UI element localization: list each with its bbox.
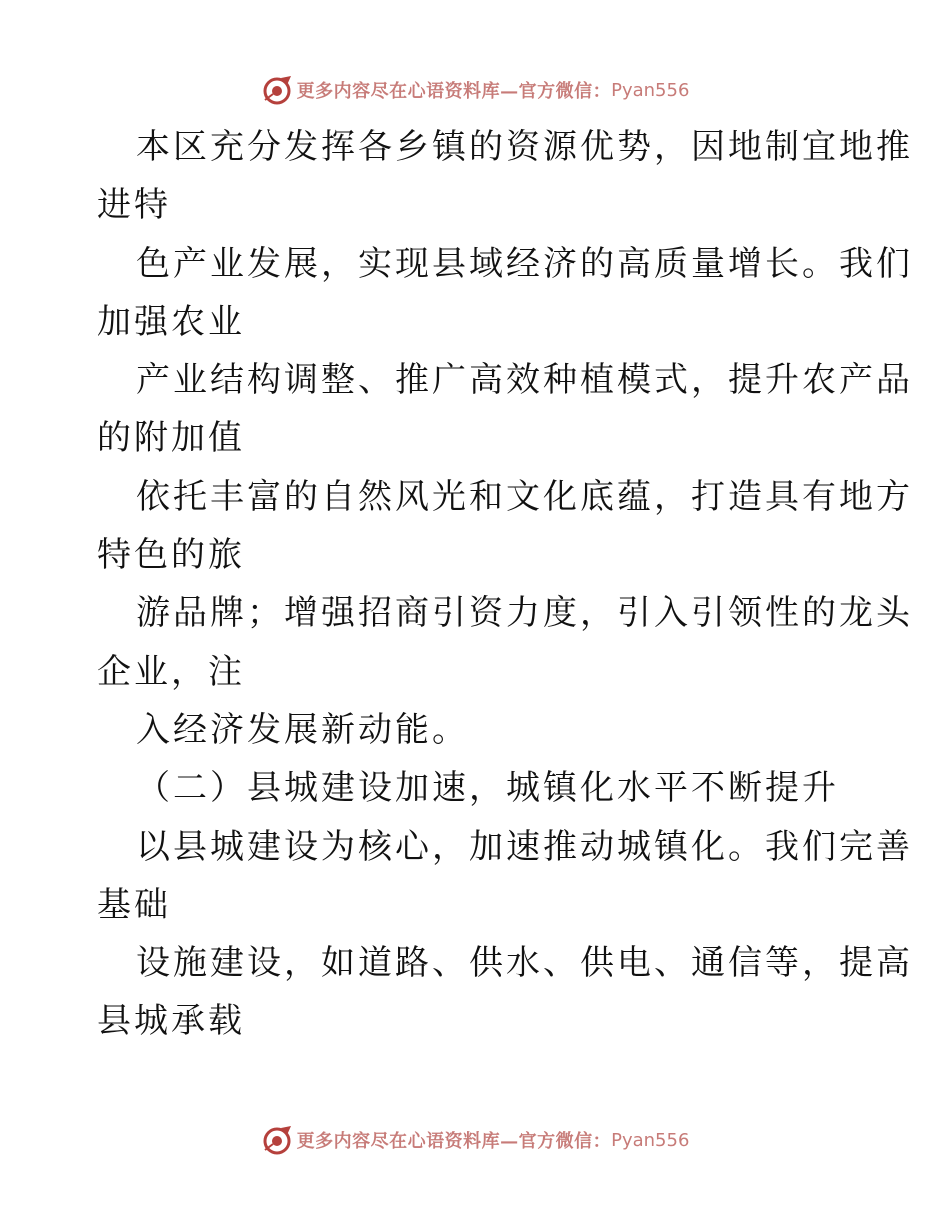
footer-watermark-banner (0, 1120, 950, 1160)
text-line: 依托丰富的自然风光和文化底蕴，打造具有地方 (136, 476, 913, 517)
section-heading: （二）县城建设加速，城镇化水平不断提升 (136, 768, 839, 809)
text-line: 的附加值 (97, 418, 245, 459)
document-body (97, 118, 913, 1051)
text-line: 企业，注 (97, 651, 245, 692)
text-line: 进特 (97, 185, 171, 226)
text-line: 本区充分发挥各乡镇的资源优势，因地制宜地推 (136, 127, 913, 167)
text-line: 基础 (97, 884, 171, 925)
text-line: 色产业发展，实现县域经济的高质量增长。我们 (136, 243, 913, 284)
text-line: 特色的旅 (97, 535, 245, 576)
footer-banner-wechat-id: Pyan556 (611, 1129, 690, 1151)
brand-logo-icon (261, 1124, 293, 1156)
text-line: 加强农业 (97, 301, 245, 342)
text-line: 县城承载 (97, 1001, 245, 1042)
header-banner-text: 更多内容尽在心语资料库—官方微信： (296, 81, 612, 102)
text-line: 产业结构调整、推广高效种植模式，提升农产品 (136, 360, 913, 401)
header-banner-wechat-id: Pyan556 (611, 79, 690, 101)
text-line: 游品牌；增强招商引资力度，引入引领性的龙头 (136, 593, 913, 634)
text-line: 入经济发展新动能。 (136, 709, 469, 750)
text-line: 设施建设，如道路、供水、供电、通信等，提高 (136, 943, 913, 984)
text-line: 以县城建设为核心，加速推动城镇化。我们完善 (136, 826, 913, 867)
brand-logo-icon (261, 74, 293, 106)
footer-banner-text: 更多内容尽在心语资料库—官方微信： (296, 1131, 612, 1152)
header-watermark-banner (0, 70, 950, 110)
